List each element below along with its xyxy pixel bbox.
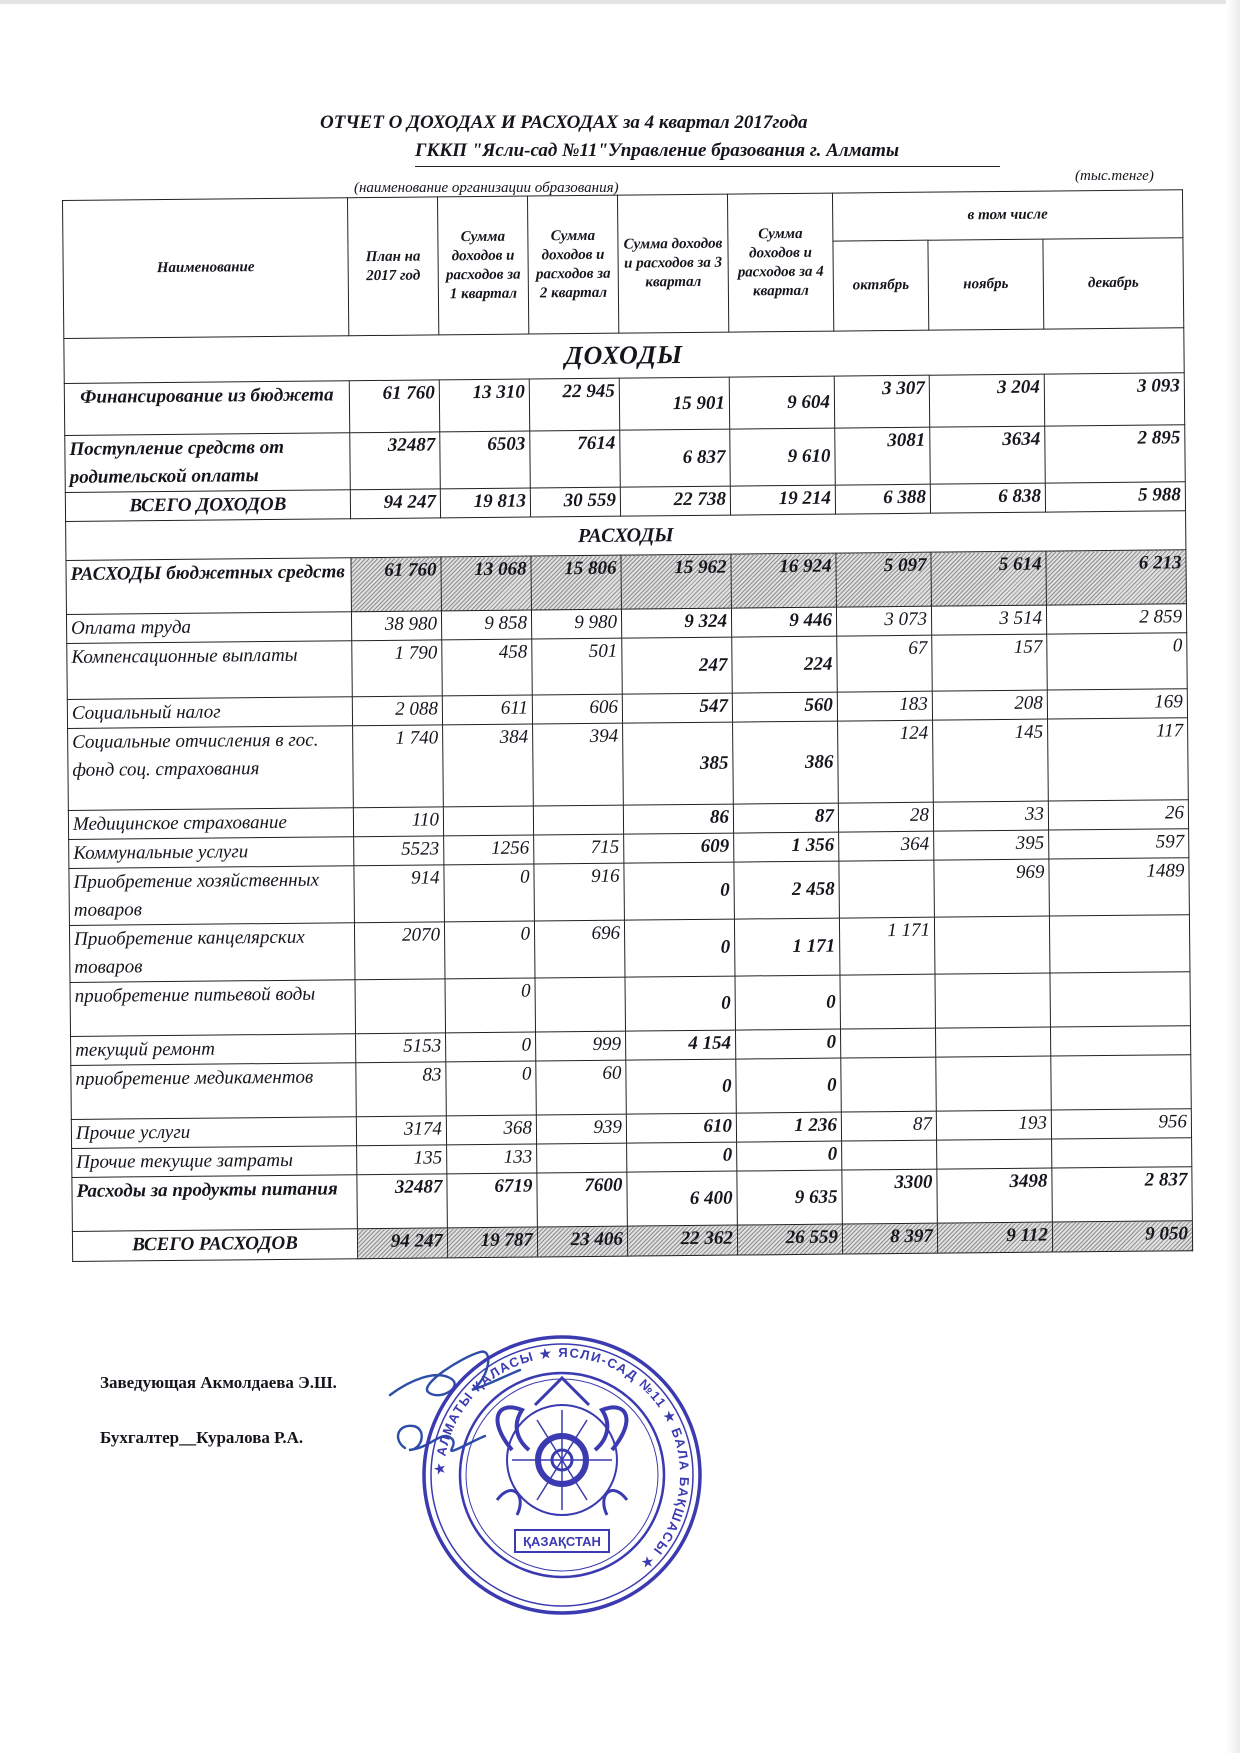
value-cell: 5 614 (931, 551, 1047, 606)
row-label: РАСХОДЫ бюджетных средств (66, 558, 352, 615)
value-cell: 0 (445, 978, 536, 1033)
value-cell: 3498 (937, 1168, 1053, 1223)
value-cell: 6719 (447, 1173, 538, 1228)
value-cell: 60 (536, 1060, 627, 1115)
value-cell: 9 980 (531, 609, 621, 639)
value-cell: 9 604 (729, 376, 834, 429)
value-cell: 458 (442, 639, 533, 696)
value-cell: 6 837 (620, 429, 731, 487)
value-cell: 87 (733, 803, 838, 833)
value-cell: 6 388 (835, 484, 930, 514)
value-cell: 124 (838, 720, 934, 803)
title-underline (415, 166, 1000, 167)
value-cell: 2070 (354, 922, 445, 980)
row-label: Социальный налог (67, 697, 352, 729)
row-label: Медицинское страхование (68, 808, 353, 840)
value-cell: 0 (625, 976, 736, 1031)
row-label: ВСЕГО ДОХОДОВ (65, 490, 350, 522)
value-cell (443, 806, 533, 836)
value-cell: 169 (1047, 689, 1187, 719)
value-cell: 145 (933, 719, 1049, 802)
value-cell: 6503 (440, 431, 531, 489)
value-cell: 3634 (930, 426, 1046, 484)
value-cell: 914 (354, 865, 445, 923)
column-header-october: октябрь (833, 240, 929, 331)
value-cell: 19 214 (730, 485, 835, 515)
value-cell (533, 805, 623, 835)
value-cell: 364 (839, 831, 934, 861)
value-cell (840, 1028, 935, 1058)
row-label: Коммунальные услуги (69, 837, 354, 869)
value-cell: 15 901 (619, 377, 729, 430)
value-cell: 9 858 (441, 610, 531, 640)
value-cell: 3081 (835, 427, 931, 485)
value-cell (935, 1027, 1050, 1057)
value-cell: 32487 (357, 1174, 448, 1229)
value-cell: 386 (733, 721, 839, 804)
value-cell: 0 (444, 921, 535, 979)
value-cell: 6 213 (1046, 550, 1187, 605)
value-cell: 0 (735, 1029, 840, 1059)
value-cell: 19 787 (447, 1227, 537, 1258)
value-cell: 94 247 (350, 489, 440, 519)
value-cell: 26 559 (737, 1224, 842, 1255)
value-cell: 394 (533, 723, 624, 806)
value-cell (355, 979, 446, 1034)
value-cell: 38 980 (351, 611, 441, 641)
value-cell: 83 (356, 1062, 447, 1117)
column-header-including: в том числе (832, 190, 1182, 241)
value-cell: 9 635 (737, 1170, 843, 1225)
value-cell (840, 974, 936, 1029)
value-cell: 9 112 (937, 1222, 1052, 1253)
value-cell: 15 806 (531, 555, 622, 610)
value-cell: 3 073 (836, 606, 931, 636)
value-cell: 208 (932, 690, 1047, 720)
value-cell: 999 (536, 1031, 626, 1061)
value-cell: 7600 (537, 1172, 628, 1227)
value-cell (841, 1057, 937, 1112)
value-cell: 3 204 (929, 374, 1044, 427)
row-label: Прочие услуги (71, 1117, 356, 1149)
row-label: Компенсационные выплаты (67, 641, 353, 700)
value-cell: 696 (534, 920, 625, 978)
expenses-row (68, 718, 1189, 811)
value-cell: 61 760 (351, 557, 442, 612)
value-cell: 5 988 (1045, 482, 1185, 512)
value-cell: 0 (1047, 633, 1188, 690)
value-cell: 3174 (356, 1116, 446, 1146)
head-signature-line: Заведующая Акмолдаева Э.Ш. (100, 1373, 337, 1392)
value-cell (1050, 1026, 1190, 1056)
value-cell: 2 859 (1046, 604, 1186, 634)
value-cell: 3 307 (834, 375, 929, 428)
scan-shadow (1226, 0, 1240, 1753)
value-cell: 9 324 (621, 608, 731, 638)
row-label: Поступление средств от родительской оплаты (65, 433, 351, 493)
value-cell: 193 (936, 1110, 1051, 1140)
column-header-q4: Сумма доходов и расходов за 4 квартал (727, 193, 833, 332)
units-label: (тыс.тенге) (1075, 168, 1154, 184)
value-cell: 4 154 (626, 1030, 736, 1060)
organization-caption: (наименование организации образования) (354, 180, 619, 196)
value-cell: 224 (732, 636, 838, 693)
value-cell (537, 1143, 627, 1173)
column-header-q3: Сумма доходов и расходов за 3 квартал (617, 194, 728, 333)
value-cell: 606 (532, 694, 622, 724)
value-cell: 9 610 (730, 428, 836, 486)
value-cell: 86 (623, 804, 733, 834)
expenses-row (69, 915, 1189, 983)
value-cell: 7614 (530, 430, 621, 488)
value-cell: 9 446 (731, 607, 836, 637)
value-cell: 15 962 (621, 554, 732, 609)
row-label: ВСЕГО РАСХОДОВ (72, 1229, 357, 1262)
value-cell (1052, 1138, 1192, 1168)
value-cell (1050, 972, 1191, 1027)
value-cell: 133 (447, 1144, 537, 1174)
value-cell: 5153 (356, 1033, 446, 1063)
value-cell: 13 310 (439, 379, 529, 432)
value-cell: 1 356 (734, 832, 839, 862)
column-header-q1: Сумма доходов и расходов за 1 квартал (437, 196, 528, 335)
official-seal (417, 1330, 707, 1620)
seal-center-text: ҚАЗАҚСТАН (523, 1534, 601, 1549)
value-cell: 30 559 (530, 487, 620, 517)
value-cell: 110 (353, 807, 443, 837)
value-cell: 385 (623, 722, 734, 805)
value-cell: 0 (737, 1141, 842, 1171)
value-cell: 939 (536, 1114, 626, 1144)
value-cell: 395 (934, 830, 1049, 860)
value-cell: 0 (446, 1032, 536, 1062)
value-cell (936, 1056, 1052, 1111)
value-cell: 94 247 (357, 1228, 447, 1259)
value-cell: 16 924 (731, 553, 837, 608)
row-label: Приобретение канцелярских товаров (69, 923, 355, 983)
value-cell: 0 (444, 864, 535, 922)
value-cell: 0 (446, 1061, 537, 1116)
value-cell: 969 (934, 859, 1050, 917)
report-body (63, 190, 1193, 1262)
value-cell: 23 406 (537, 1226, 627, 1257)
value-cell: 8 397 (842, 1223, 937, 1254)
row-label: текущий ремонт (71, 1034, 356, 1066)
value-cell: 2 458 (734, 861, 840, 919)
value-cell: 28 (838, 802, 933, 832)
value-cell: 1 171 (839, 917, 935, 975)
value-cell: 117 (1048, 718, 1189, 801)
value-cell: 560 (732, 692, 837, 722)
row-label: Оплата труда (66, 612, 351, 644)
value-cell: 1256 (444, 835, 534, 865)
organization-name: ГККП "Ясли-сад №11"Управление бразования г. Алматы (415, 140, 900, 161)
value-cell: 0 (624, 919, 735, 977)
value-cell: 0 (627, 1142, 737, 1172)
value-cell (934, 916, 1050, 974)
value-cell: 547 (622, 693, 732, 723)
seal-ring-text: ★ АЛМАТЫ ҚАЛАСЫ ★ ЯСЛИ-САД №11 ★ БАЛА БАҚШАСЫ ★ (431, 1344, 693, 1573)
row-label: Приобретение хозяйственных товаров (69, 866, 355, 926)
row-label: приобретение медикаментов (71, 1063, 357, 1120)
report-table (62, 189, 1193, 1262)
report-title: ОТЧЕТ О ДОХОДАХ И РАСХОДАХ за 4 квартал 2017года (320, 112, 808, 133)
row-label: приобретение питьевой воды (70, 980, 356, 1037)
value-cell: 0 (626, 1059, 737, 1114)
value-cell: 384 (443, 724, 534, 807)
value-cell: 2 837 (1052, 1167, 1193, 1222)
value-cell: 1 740 (353, 725, 444, 808)
value-cell: 2 895 (1045, 425, 1186, 483)
scan-edge (0, 0, 1240, 4)
column-header-december: декабрь (1043, 238, 1184, 329)
value-cell: 611 (442, 695, 532, 725)
value-cell: 67 (837, 635, 933, 692)
value-cell (937, 1139, 1052, 1169)
accountant-signature-line: Бухгалтер__Куралова Р.А. (100, 1428, 304, 1447)
value-cell: 597 (1049, 829, 1189, 859)
value-cell (839, 860, 935, 918)
value-cell: 956 (1051, 1109, 1191, 1139)
value-cell: 3 514 (931, 605, 1046, 635)
value-cell: 1 236 (736, 1112, 841, 1142)
column-header-name: Наименование (63, 198, 349, 339)
value-cell: 19 813 (440, 488, 530, 518)
value-cell (1051, 1055, 1192, 1110)
value-cell: 1 790 (352, 640, 443, 697)
value-cell: 135 (357, 1145, 447, 1175)
value-cell (842, 1140, 937, 1170)
value-cell: 2 088 (352, 696, 442, 726)
value-cell: 87 (841, 1111, 936, 1141)
row-label: Социальные отчисления в гос. фонд соц. страхования (68, 726, 354, 811)
value-cell: 6 838 (930, 483, 1045, 513)
value-cell: 0 (736, 1058, 842, 1113)
row-label: Прочие текущие затраты (72, 1146, 357, 1178)
value-cell: 610 (626, 1113, 736, 1143)
value-cell: 183 (837, 691, 932, 721)
value-cell: 32487 (350, 432, 441, 490)
value-cell: 247 (622, 637, 733, 694)
value-cell: 9 050 (1052, 1221, 1192, 1252)
value-cell (1049, 915, 1190, 973)
value-cell: 715 (534, 834, 624, 864)
value-cell: 1 171 (734, 918, 840, 976)
value-cell: 26 (1048, 800, 1188, 830)
value-cell: 157 (932, 634, 1048, 691)
value-cell: 0 (735, 975, 841, 1030)
value-cell: 5523 (354, 836, 444, 866)
column-header-november: ноябрь (928, 239, 1044, 330)
value-cell: 33 (933, 801, 1048, 831)
value-cell: 22 738 (620, 486, 730, 516)
value-cell: 916 (534, 863, 625, 921)
value-cell: 6 400 (627, 1171, 738, 1226)
value-cell: 5 097 (836, 552, 932, 607)
value-cell: 368 (446, 1115, 536, 1145)
value-cell: 609 (624, 833, 734, 863)
value-cell: 13 068 (441, 556, 532, 611)
income-row (65, 425, 1185, 493)
value-cell: 0 (624, 862, 735, 920)
column-header-q2: Сумма доходов и расходов за 2 квартал (527, 195, 618, 334)
row-label: Финансирование из бюджета (64, 381, 349, 436)
value-cell: 3 093 (1044, 373, 1184, 426)
value-cell: 61 760 (349, 380, 439, 433)
section-heading-expenses: РАСХОДЫ (66, 511, 1186, 561)
value-cell (535, 977, 626, 1032)
value-cell: 501 (532, 638, 623, 695)
column-header-plan: План на 2017 год (347, 197, 438, 336)
value-cell: 22 362 (627, 1225, 737, 1256)
value-cell: 1489 (1049, 858, 1190, 916)
row-label: Расходы за продукты питания (72, 1175, 358, 1232)
expenses-row (69, 858, 1189, 926)
value-cell: 22 945 (529, 378, 619, 431)
section-heading-income: ДОХОДЫ (64, 328, 1184, 384)
value-cell: 3300 (842, 1169, 938, 1224)
value-cell (935, 973, 1051, 1028)
